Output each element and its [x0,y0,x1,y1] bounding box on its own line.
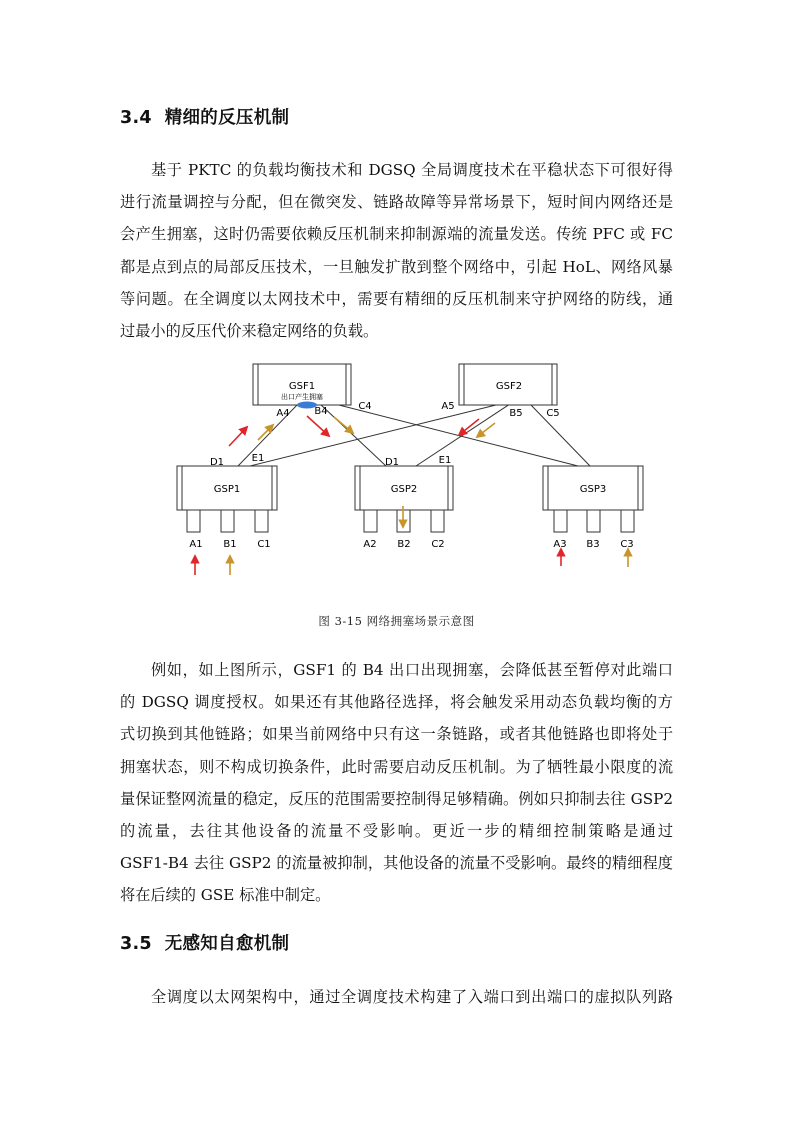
gold-arrow-icon [477,423,495,437]
gsf2-label: GSF2 [495,381,523,392]
link-gsf1-gsp3 [335,404,578,466]
port-label: C3 [620,539,634,550]
text-line: 的 DGSQ 调度授权。如果还有其他路径选择，将会触发采用动态负载均衡的方 [120,693,673,712]
port-label: B3 [586,539,600,550]
text-line: 例如，如上图所示，GSF1 的 B4 出口出现拥塞，会降低甚至暂停对此端口 [151,661,673,679]
text-line: 都是点到点的局部反压技术，一旦触发扩散到整个网络中，引起 HoL、网络风暴 [120,257,673,276]
gsf1-note: 出口产生拥塞 [281,393,323,401]
port-stubs [187,510,634,532]
section-number: 3.5 [120,934,152,954]
port-label: D1 [209,457,225,468]
text-line: 进行流量调控与分配，但在微突发、链路故障等异常场景下，短时间内网络还是 [120,193,673,212]
port-label: A1 [189,539,203,550]
gsp3-box [543,466,643,510]
section-title: 精细的反压机制 [164,108,290,128]
text-line: 等问题。在全调度以太网技术中，需要有精细的反压机制来守护网络的防线，通 [120,289,673,308]
port-label: B1 [223,539,237,550]
figure-caption: 图 3-15 网络拥塞场景示意图 [318,614,475,628]
section-heading-3-5 [120,930,289,955]
link-gsf2-gsp3 [530,404,590,466]
text-line: 过最小的反压代价来稳定网络的负载。 [120,321,379,340]
gsp3-label: GSP3 [579,484,607,495]
port-label: E1 [438,455,452,466]
section-title: 无感知自愈机制 [164,934,290,954]
port-label: C1 [257,539,271,550]
gsp2-box [355,466,453,510]
text-line: 式切换到其他链路；如果当前网络中只有这一条链路，或者其他链路也即将处于 [120,725,673,744]
paragraph-intro [120,154,673,347]
paragraph-example [120,654,673,912]
text-line: 拥塞状态，则不构成切换条件，此时需要启动反压机制。为了牺牲最小限度的流 [120,757,673,776]
port-label: A5 [441,401,455,412]
port-label: C4 [358,401,372,412]
section-number: 3.4 [120,108,152,128]
text-line: GSF1-B4 去往 GSP2 的流量被抑制，其他设备的流量不受影响。最终的精细程度 [120,854,673,873]
port-label: A4 [276,408,290,419]
text-line: 量保证整网流量的稳定，反压的范围需要控制得足够精确。例如只抑制去往 GSP2 [120,789,673,808]
text-line: 将在后续的 GSE 标准中制定。 [120,886,331,905]
gold-arrow-icon [334,417,353,433]
port-label: C5 [546,408,560,419]
paragraph-self-healing [120,981,673,1013]
network-congestion-diagram [0,355,793,595]
text-line: 基于 PKTC 的负载均衡技术和 DGSQ 全局调度技术在平稳状态下可很好得 [151,161,673,179]
port-label: D1 [384,457,400,468]
gsf1-label: GSF1 [288,381,316,392]
downlink-labels [189,539,633,550]
port-label: B5 [509,408,523,419]
red-arrow-icon [307,416,329,436]
gsf1-box [253,364,351,409]
gsp2-label: GSP2 [390,484,418,495]
gsp1-box [177,466,277,510]
text-line: 的流量，去往其他设备的流量不受影响。更近一步的精细控制策略是通过 [120,821,673,840]
gsf2-box [459,364,557,405]
port-label: A3 [553,539,567,550]
text-line: 会产生拥塞，这时仍需要依赖反压机制来抑制源端的流量发送。传统 PFC 或 FC [120,225,673,244]
port-label: B4 [314,406,328,417]
port-label: A2 [363,539,377,550]
port-label: C2 [431,539,445,550]
port-label: E1 [251,453,265,464]
red-arrow-icon [229,427,247,446]
gsp1-label: GSP1 [213,484,241,495]
port-label: B2 [397,539,411,550]
section-heading-3-4 [120,104,289,129]
text-line: 全调度以太网架构中，通过全调度技术构建了入端口到出端口的虚拟队列路 [151,988,673,1006]
